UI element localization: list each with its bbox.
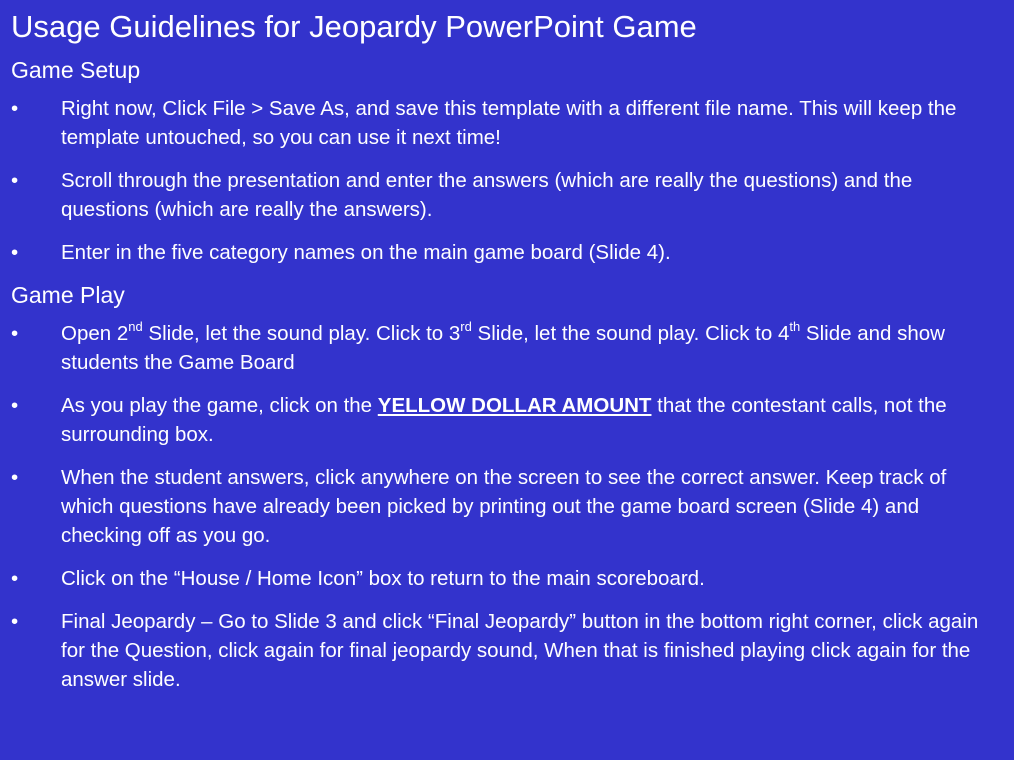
game-setup-heading: Game Setup bbox=[11, 57, 141, 83]
text-run: that the contestant calls, not the surrounding box. bbox=[61, 394, 947, 446]
bullet-text: Scroll through the presentation and enter the answers (which are really the questions) and the questions (which are really the answers). bbox=[61, 169, 913, 221]
ordinal-suffix: nd bbox=[128, 319, 143, 335]
text-run: As you play the game, click on the bbox=[61, 394, 378, 417]
text-run: Slide, let the sound play. Click to 4 bbox=[471, 322, 790, 345]
ordinal-suffix: rd bbox=[460, 319, 472, 335]
slide-title: Usage Guidelines for Jeopardy PowerPoint Game bbox=[11, 9, 697, 44]
bullet-text: Final Jeopardy – Go to Slide 3 and click “Final Jeopardy” button in the bottom right corner, click again for the Question, click again for final jeopardy sound, When that is finished playing click again for the answer slide. bbox=[61, 610, 979, 691]
bullet-text: Enter in the five category names on the main game board (Slide 4). bbox=[61, 241, 671, 264]
game-play-heading: Game Play bbox=[11, 282, 125, 308]
list-item bbox=[11, 463, 994, 550]
text-run: Slide and show students the Game Board bbox=[61, 322, 945, 374]
list-item bbox=[11, 391, 994, 449]
bullet-marker: • bbox=[11, 241, 19, 264]
bullet-marker: • bbox=[11, 394, 19, 417]
bullet-marker: • bbox=[11, 610, 19, 633]
list-item bbox=[11, 166, 994, 224]
list-item bbox=[11, 238, 994, 267]
bullet-text bbox=[61, 394, 947, 446]
yellow-dollar-amount-emphasis: YELLOW DOLLAR AMOUNT bbox=[377, 394, 652, 417]
list-item bbox=[11, 607, 994, 694]
bullet-marker: • bbox=[11, 567, 19, 590]
list-item bbox=[11, 319, 994, 377]
bullet-text: Click on the “House / Home Icon” box to return to the main scoreboard. bbox=[61, 567, 705, 590]
list-item bbox=[11, 94, 994, 152]
bullet-text: Right now, Click File > Save As, and save this template with a different file name. This will keep the template untouched, so you can use it next time! bbox=[61, 97, 957, 149]
bullet-text bbox=[61, 319, 945, 374]
text-run: Open 2 bbox=[61, 322, 129, 345]
bullet-marker: • bbox=[11, 169, 19, 192]
list-item bbox=[11, 564, 994, 593]
bullet-text: When the student answers, click anywhere on the screen to see the correct answer. Keep track of which questions have already been picked by printing out the game board screen (Slide 4) and checking off as you go. bbox=[61, 466, 947, 547]
bullet-marker: • bbox=[11, 97, 19, 120]
game-setup-list bbox=[11, 94, 994, 267]
text-run: Slide, let the sound play. Click to 3 bbox=[142, 322, 461, 345]
game-play-list bbox=[11, 319, 994, 694]
bullet-marker: • bbox=[11, 466, 19, 489]
ordinal-suffix: th bbox=[789, 319, 801, 335]
bullet-marker: • bbox=[11, 322, 19, 345]
